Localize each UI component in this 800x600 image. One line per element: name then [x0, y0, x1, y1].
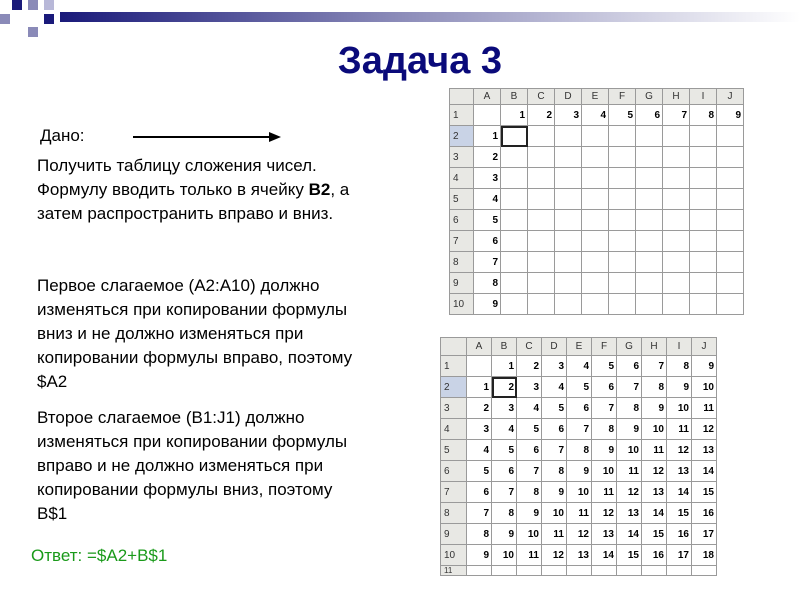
spreadsheet-cell[interactable]: 8: [617, 398, 642, 419]
spreadsheet-cell[interactable]: [636, 231, 663, 252]
spreadsheet-cell[interactable]: 17: [692, 524, 717, 545]
spreadsheet-cell[interactable]: [692, 566, 717, 576]
spreadsheet-cell[interactable]: [528, 273, 555, 294]
column-header[interactable]: C: [517, 338, 542, 356]
spreadsheet-cell[interactable]: 7: [474, 252, 501, 273]
spreadsheet-cell[interactable]: 1: [501, 105, 528, 126]
decor-square: [0, 14, 10, 24]
spreadsheet-cell[interactable]: [542, 566, 567, 576]
row-header[interactable]: 5: [450, 189, 474, 210]
spreadsheet-cell[interactable]: [467, 566, 492, 576]
spreadsheet-cell[interactable]: 8: [567, 440, 592, 461]
spreadsheet-cell[interactable]: 3: [474, 168, 501, 189]
spreadsheet-cell[interactable]: 9: [542, 482, 567, 503]
spreadsheet-cell[interactable]: 9: [492, 524, 517, 545]
spreadsheet-cell[interactable]: [474, 105, 501, 126]
spreadsheet-cell[interactable]: 4: [542, 377, 567, 398]
spreadsheet-cell[interactable]: [690, 231, 717, 252]
spreadsheet-cell[interactable]: 6: [492, 461, 517, 482]
spreadsheet-cell[interactable]: 13: [592, 524, 617, 545]
row-header[interactable]: 6: [441, 461, 467, 482]
row-header[interactable]: 10: [441, 545, 467, 566]
column-header[interactable]: E: [567, 338, 592, 356]
spreadsheet-cell[interactable]: [663, 210, 690, 231]
spreadsheet-cell[interactable]: 6: [474, 231, 501, 252]
spreadsheet-cell[interactable]: 14: [692, 461, 717, 482]
spreadsheet-cell[interactable]: 13: [617, 503, 642, 524]
row-header[interactable]: 3: [450, 147, 474, 168]
spreadsheet-cell[interactable]: [717, 252, 744, 273]
spreadsheet-cell[interactable]: 6: [517, 440, 542, 461]
spreadsheet-cell[interactable]: 4: [517, 398, 542, 419]
spreadsheet-cell[interactable]: 8: [467, 524, 492, 545]
spreadsheet-cell[interactable]: 14: [592, 545, 617, 566]
row-header[interactable]: 3: [441, 398, 467, 419]
spreadsheet-cell[interactable]: [663, 189, 690, 210]
spreadsheet-cell[interactable]: 5: [609, 105, 636, 126]
column-header[interactable]: A: [474, 89, 501, 105]
column-header[interactable]: I: [690, 89, 717, 105]
spreadsheet-cell[interactable]: 15: [617, 545, 642, 566]
spreadsheet-cell[interactable]: 14: [617, 524, 642, 545]
title-decoration: [0, 0, 800, 37]
row-header[interactable]: 8: [450, 252, 474, 273]
spreadsheet-cell[interactable]: [636, 126, 663, 147]
spreadsheet-cell[interactable]: 11: [542, 524, 567, 545]
row-header[interactable]: 2: [450, 126, 474, 147]
spreadsheet-cell[interactable]: [717, 273, 744, 294]
row-header[interactable]: 2: [441, 377, 467, 398]
spreadsheet-empty: [449, 88, 744, 315]
column-header[interactable]: C: [528, 89, 555, 105]
spreadsheet-cell[interactable]: 9: [592, 440, 617, 461]
spreadsheet-cell[interactable]: [609, 252, 636, 273]
spreadsheet-cell[interactable]: [555, 294, 582, 315]
row-header[interactable]: 7: [441, 482, 467, 503]
spreadsheet-cell[interactable]: 5: [492, 440, 517, 461]
spreadsheet-cell[interactable]: 10: [667, 398, 692, 419]
spreadsheet-cell[interactable]: 6: [617, 356, 642, 377]
spreadsheet-cell[interactable]: [567, 566, 592, 576]
spreadsheet-cell[interactable]: 3: [467, 419, 492, 440]
spreadsheet-cell[interactable]: [663, 273, 690, 294]
spreadsheet-cell[interactable]: [467, 356, 492, 377]
spreadsheet-cell[interactable]: 15: [667, 503, 692, 524]
spreadsheet-cell[interactable]: [690, 273, 717, 294]
spreadsheet-cell[interactable]: [663, 252, 690, 273]
spreadsheet-cell[interactable]: [663, 294, 690, 315]
spreadsheet-cell[interactable]: 1: [467, 377, 492, 398]
spreadsheet-cell[interactable]: [609, 210, 636, 231]
spreadsheet-cell[interactable]: 8: [690, 105, 717, 126]
spreadsheet-cell[interactable]: [582, 273, 609, 294]
spreadsheet-cell[interactable]: [501, 273, 528, 294]
arrow-right-icon: [133, 130, 283, 144]
spreadsheet-cell[interactable]: 9: [667, 377, 692, 398]
spreadsheet-cell[interactable]: 10: [617, 440, 642, 461]
spreadsheet-cell[interactable]: [582, 189, 609, 210]
spreadsheet-cell[interactable]: 10: [517, 524, 542, 545]
spreadsheet-cell[interactable]: 15: [642, 524, 667, 545]
row-header[interactable]: 1: [441, 356, 467, 377]
row-header[interactable]: 6: [450, 210, 474, 231]
column-header[interactable]: D: [555, 89, 582, 105]
spreadsheet-cell[interactable]: [592, 566, 617, 576]
spreadsheet-cell[interactable]: [690, 252, 717, 273]
spreadsheet-cell[interactable]: [609, 126, 636, 147]
spreadsheet-cell[interactable]: 14: [642, 503, 667, 524]
given-label: Дано:: [40, 126, 85, 145]
spreadsheet-cell[interactable]: [690, 168, 717, 189]
second-addend-explanation: Второе слагаемое (B1:J1) должно изменяться при копировании формулы вправо и не должно изменяться при копировании формулы вниз, поэтому B$1: [37, 408, 348, 523]
spreadsheet-cell[interactable]: 11: [642, 440, 667, 461]
spreadsheet-cell[interactable]: [690, 126, 717, 147]
spreadsheet-cell[interactable]: [501, 210, 528, 231]
spreadsheet-cell[interactable]: 6: [467, 482, 492, 503]
spreadsheet-cell[interactable]: 7: [517, 461, 542, 482]
spreadsheet-cell[interactable]: [582, 126, 609, 147]
spreadsheet-cell[interactable]: [717, 189, 744, 210]
spreadsheet-cell[interactable]: [690, 189, 717, 210]
row-header[interactable]: 4: [441, 419, 467, 440]
column-header[interactable]: J: [692, 338, 717, 356]
spreadsheet-cell[interactable]: 2: [474, 147, 501, 168]
selected-cell-b2[interactable]: [501, 126, 528, 147]
decor-square: [28, 27, 38, 37]
spreadsheet-cell[interactable]: 8: [517, 482, 542, 503]
column-header[interactable]: B: [492, 338, 517, 356]
spreadsheet-cell[interactable]: 12: [592, 503, 617, 524]
decor-square: [44, 0, 54, 10]
spreadsheet-cell[interactable]: [636, 273, 663, 294]
spreadsheet-cell[interactable]: 9: [717, 105, 744, 126]
spreadsheet-cell[interactable]: 13: [642, 482, 667, 503]
spreadsheet-cell[interactable]: [582, 294, 609, 315]
spreadsheet-cell[interactable]: [582, 210, 609, 231]
spreadsheet-cell[interactable]: [663, 126, 690, 147]
spreadsheet-cell[interactable]: [636, 168, 663, 189]
spreadsheet-cell[interactable]: [663, 231, 690, 252]
slide-title: Задача 3: [337, 40, 503, 82]
spreadsheet-cell[interactable]: 6: [567, 398, 592, 419]
first-addend-explanation: Первое слагаемое (A2:A10) должно изменяться при копировании формулы вниз и не должно изменяться при копировании формулы вправо, поэтому $A2: [37, 276, 353, 391]
column-header[interactable]: D: [542, 338, 567, 356]
spreadsheet-cell[interactable]: 2: [467, 398, 492, 419]
row-header[interactable]: 8: [441, 503, 467, 524]
selected-cell-b2[interactable]: 2: [492, 377, 517, 398]
spreadsheet-filled: [440, 337, 717, 576]
spreadsheet-cell[interactable]: 10: [542, 503, 567, 524]
spreadsheet-cell[interactable]: [528, 126, 555, 147]
title-gradient-bar: [60, 12, 800, 22]
spreadsheet-cell[interactable]: 8: [492, 503, 517, 524]
spreadsheet-cell[interactable]: [582, 147, 609, 168]
decor-square: [12, 0, 22, 10]
spreadsheet-cell[interactable]: 2: [528, 105, 555, 126]
spreadsheet-cell[interactable]: [528, 189, 555, 210]
spreadsheet-cell[interactable]: 3: [542, 356, 567, 377]
spreadsheet-cell[interactable]: [501, 168, 528, 189]
spreadsheet-cell[interactable]: [636, 147, 663, 168]
spreadsheet-cell[interactable]: [582, 168, 609, 189]
spreadsheet-cell[interactable]: [609, 273, 636, 294]
spreadsheet-cell[interactable]: 15: [692, 482, 717, 503]
spreadsheet-cell[interactable]: [492, 566, 517, 576]
spreadsheet-cell[interactable]: 11: [517, 545, 542, 566]
spreadsheet-cell[interactable]: 12: [667, 440, 692, 461]
column-header[interactable]: A: [467, 338, 492, 356]
spreadsheet-cell[interactable]: [609, 231, 636, 252]
spreadsheet-cell[interactable]: 8: [474, 273, 501, 294]
spreadsheet-cell[interactable]: 12: [542, 545, 567, 566]
row-header[interactable]: 11: [441, 566, 467, 576]
spreadsheet-cell[interactable]: [501, 189, 528, 210]
spreadsheet-cell[interactable]: 11: [692, 398, 717, 419]
spreadsheet-cell[interactable]: 7: [592, 398, 617, 419]
row-header[interactable]: 9: [441, 524, 467, 545]
spreadsheet-cell[interactable]: [717, 147, 744, 168]
spreadsheet-cell[interactable]: 9: [642, 398, 667, 419]
spreadsheet-cell[interactable]: 17: [667, 545, 692, 566]
spreadsheet-cell[interactable]: 8: [667, 356, 692, 377]
spreadsheet-cell[interactable]: [555, 210, 582, 231]
spreadsheet-cell[interactable]: 16: [692, 503, 717, 524]
spreadsheet-cell[interactable]: [609, 147, 636, 168]
spreadsheet-cell[interactable]: 9: [517, 503, 542, 524]
column-header[interactable]: F: [609, 89, 636, 105]
spreadsheet-cell[interactable]: 1: [492, 356, 517, 377]
column-header[interactable]: J: [717, 89, 744, 105]
spreadsheet-cell[interactable]: 4: [582, 105, 609, 126]
spreadsheet-cell[interactable]: 4: [492, 419, 517, 440]
spreadsheet-cell[interactable]: [663, 147, 690, 168]
column-header[interactable]: G: [617, 338, 642, 356]
spreadsheet-cell[interactable]: 8: [592, 419, 617, 440]
spreadsheet-cell[interactable]: [555, 273, 582, 294]
spreadsheet-cell[interactable]: 6: [542, 419, 567, 440]
spreadsheet-cell[interactable]: [555, 231, 582, 252]
task-text-end: , а затем распространить вправо и вниз.: [37, 180, 350, 223]
spreadsheet-cell[interactable]: 5: [567, 377, 592, 398]
spreadsheet-cell[interactable]: [636, 294, 663, 315]
column-header[interactable]: H: [663, 89, 690, 105]
spreadsheet-cell[interactable]: 9: [567, 461, 592, 482]
spreadsheet-cell[interactable]: [528, 231, 555, 252]
spreadsheet-cell[interactable]: 3: [492, 398, 517, 419]
task-cell-ref: B2: [308, 180, 331, 199]
spreadsheet-cell[interactable]: 12: [692, 419, 717, 440]
spreadsheet-cell[interactable]: 13: [667, 461, 692, 482]
spreadsheet-cell[interactable]: 7: [663, 105, 690, 126]
row-header[interactable]: 7: [450, 231, 474, 252]
spreadsheet-cell[interactable]: 7: [642, 356, 667, 377]
spreadsheet-cell[interactable]: 7: [542, 440, 567, 461]
spreadsheet-cell[interactable]: [609, 168, 636, 189]
spreadsheet-cell[interactable]: [582, 231, 609, 252]
spreadsheet-cell[interactable]: 11: [617, 461, 642, 482]
spreadsheet-cell[interactable]: 2: [517, 356, 542, 377]
decor-square: [44, 14, 54, 24]
spreadsheet-cell[interactable]: [555, 189, 582, 210]
answer-text: Ответ: =$A2+B$1: [31, 546, 168, 565]
spreadsheet-cell[interactable]: 10: [567, 482, 592, 503]
spreadsheet-cell[interactable]: [501, 294, 528, 315]
column-header[interactable]: F: [592, 338, 617, 356]
spreadsheet-cell[interactable]: 9: [474, 294, 501, 315]
spreadsheet-cell[interactable]: [609, 189, 636, 210]
spreadsheet-cell[interactable]: [717, 210, 744, 231]
spreadsheet-cell[interactable]: 7: [492, 482, 517, 503]
spreadsheet-cell[interactable]: [501, 147, 528, 168]
spreadsheet-cell[interactable]: 5: [542, 398, 567, 419]
spreadsheet-cell[interactable]: [528, 210, 555, 231]
spreadsheet-cell[interactable]: 13: [692, 440, 717, 461]
spreadsheet-cell[interactable]: 3: [517, 377, 542, 398]
spreadsheet-cell[interactable]: [717, 126, 744, 147]
task-text-start: Получить таблицу сложения чисел. Формулу вводить только в ячейку: [37, 156, 317, 199]
spreadsheet-cell[interactable]: 9: [692, 356, 717, 377]
spreadsheet-cell[interactable]: [636, 210, 663, 231]
spreadsheet-cell[interactable]: [517, 566, 542, 576]
task-statement: [37, 154, 387, 226]
spreadsheet-cell[interactable]: 9: [617, 419, 642, 440]
spreadsheet-cell[interactable]: 7: [567, 419, 592, 440]
spreadsheet-cell[interactable]: [717, 231, 744, 252]
spreadsheet-cell[interactable]: 12: [567, 524, 592, 545]
spreadsheet-cell[interactable]: 10: [642, 419, 667, 440]
decor-square: [28, 0, 38, 10]
row-header[interactable]: 4: [450, 168, 474, 189]
spreadsheet-cell[interactable]: 4: [467, 440, 492, 461]
spreadsheet-cell[interactable]: 16: [642, 545, 667, 566]
spreadsheet-cell[interactable]: [528, 252, 555, 273]
spreadsheet-cell[interactable]: 6: [636, 105, 663, 126]
spreadsheet-cell[interactable]: 18: [692, 545, 717, 566]
column-header[interactable]: E: [582, 89, 609, 105]
spreadsheet-cell[interactable]: [501, 252, 528, 273]
spreadsheet-cell[interactable]: 7: [467, 503, 492, 524]
row-header[interactable]: 10: [450, 294, 474, 315]
spreadsheet-cell[interactable]: 9: [467, 545, 492, 566]
spreadsheet-cell[interactable]: 11: [667, 419, 692, 440]
spreadsheet-cell[interactable]: [636, 189, 663, 210]
corner-cell[interactable]: [450, 89, 474, 105]
spreadsheet-cell[interactable]: 8: [542, 461, 567, 482]
spreadsheet-cell[interactable]: [667, 566, 692, 576]
spreadsheet-cell[interactable]: [501, 231, 528, 252]
spreadsheet-cell[interactable]: 4: [474, 189, 501, 210]
spreadsheet-cell[interactable]: [555, 126, 582, 147]
column-header[interactable]: B: [501, 89, 528, 105]
spreadsheet-cell[interactable]: [528, 294, 555, 315]
spreadsheet-cell[interactable]: [690, 210, 717, 231]
spreadsheet-cell[interactable]: [717, 294, 744, 315]
spreadsheet-cell[interactable]: [609, 294, 636, 315]
spreadsheet-cell[interactable]: 3: [555, 105, 582, 126]
spreadsheet-cell[interactable]: [663, 168, 690, 189]
spreadsheet-cell[interactable]: 13: [567, 545, 592, 566]
spreadsheet-cell[interactable]: 5: [517, 419, 542, 440]
spreadsheet-cell[interactable]: [636, 252, 663, 273]
spreadsheet-cell[interactable]: 10: [692, 377, 717, 398]
spreadsheet-cell[interactable]: 5: [592, 356, 617, 377]
spreadsheet-cell[interactable]: [528, 147, 555, 168]
spreadsheet-cell[interactable]: [528, 168, 555, 189]
row-header[interactable]: 5: [441, 440, 467, 461]
spreadsheet-cell[interactable]: 4: [567, 356, 592, 377]
column-header[interactable]: H: [642, 338, 667, 356]
spreadsheet-cell[interactable]: 11: [592, 482, 617, 503]
spreadsheet-cell[interactable]: 10: [592, 461, 617, 482]
spreadsheet-cell[interactable]: 8: [642, 377, 667, 398]
spreadsheet-cell[interactable]: [555, 147, 582, 168]
spreadsheet-cell[interactable]: 5: [467, 461, 492, 482]
spreadsheet-cell[interactable]: [690, 147, 717, 168]
corner-cell[interactable]: [441, 338, 467, 356]
spreadsheet-cell[interactable]: 7: [617, 377, 642, 398]
spreadsheet-cell[interactable]: 6: [592, 377, 617, 398]
column-header[interactable]: I: [667, 338, 692, 356]
spreadsheet-cell[interactable]: 12: [617, 482, 642, 503]
spreadsheet-cell[interactable]: 12: [642, 461, 667, 482]
spreadsheet-cell[interactable]: [555, 252, 582, 273]
spreadsheet-cell[interactable]: [642, 566, 667, 576]
spreadsheet-cell[interactable]: 5: [474, 210, 501, 231]
spreadsheet-cell[interactable]: [690, 294, 717, 315]
row-header[interactable]: 9: [450, 273, 474, 294]
spreadsheet-cell[interactable]: 16: [667, 524, 692, 545]
spreadsheet-cell[interactable]: 1: [474, 126, 501, 147]
row-header[interactable]: 1: [450, 105, 474, 126]
spreadsheet-cell[interactable]: [617, 566, 642, 576]
column-header[interactable]: G: [636, 89, 663, 105]
spreadsheet-cell[interactable]: [555, 168, 582, 189]
spreadsheet-cell[interactable]: [582, 252, 609, 273]
spreadsheet-cell[interactable]: 14: [667, 482, 692, 503]
spreadsheet-cell[interactable]: 10: [492, 545, 517, 566]
spreadsheet-cell[interactable]: 11: [567, 503, 592, 524]
spreadsheet-cell[interactable]: [717, 168, 744, 189]
